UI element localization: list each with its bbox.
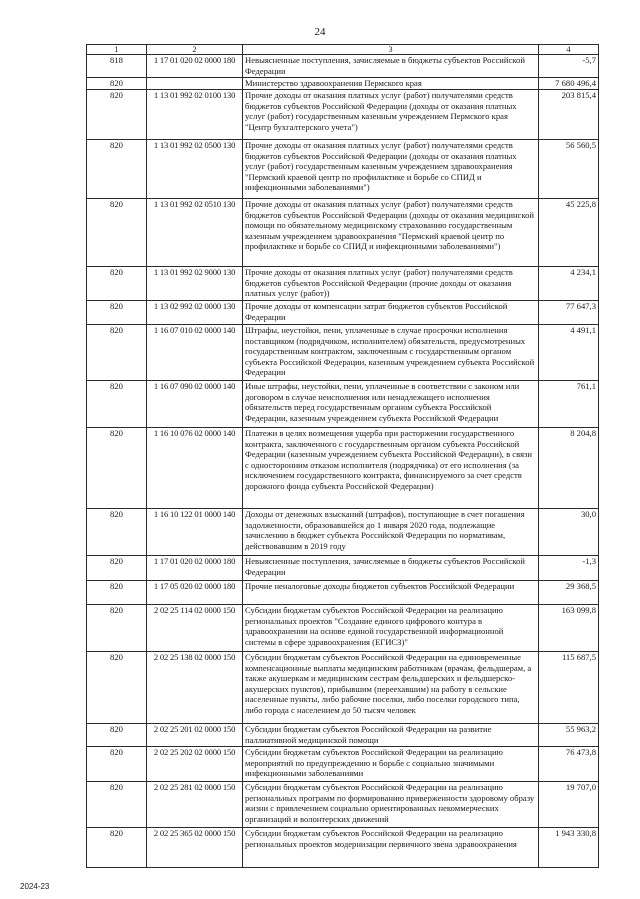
table-row (87, 605, 599, 652)
description-cell: Субсидии бюджетам субъектов Российской Федерации на развитие паллиативной медицинской помощи (243, 724, 539, 747)
budget-code-cell: 1 17 05 020 02 0000 180 (147, 581, 243, 605)
description-cell: Платежи в целях возмещения ущерба при расторжении государственного контракта, заключенного с государственным органом субъекта Российской Федерации (казенным учреждением субъекта Российской Федерации), в связи с односторонним отказом исполнителя (подрядчика) от его исполнения (за исключением государственного контракта, финансируемого за счет средств дорожного фонда субъекта Российской Федерации) (243, 428, 539, 509)
amount-cell: 8 204,8 (539, 428, 599, 509)
amount-cell: 4 491,1 (539, 325, 599, 381)
amount-cell: 56 560,5 (539, 140, 599, 199)
page-number: 24 (314, 26, 326, 38)
admin-code-cell: 820 (87, 428, 147, 509)
column-header-1: 1 (87, 45, 147, 55)
admin-code-cell: 820 (87, 78, 147, 90)
table-row (87, 509, 599, 556)
table-row (87, 556, 599, 581)
amount-cell: 77 647,3 (539, 301, 599, 325)
admin-code-cell: 820 (87, 267, 147, 301)
description-cell: Прочие доходы от оказания платных услуг (работ) получателями средств бюджетов субъектов Российской Федерации (прочие доходы от оказания платных услуг (работ)) (243, 267, 539, 301)
admin-code-cell: 820 (87, 652, 147, 724)
column-header-2: 2 (147, 45, 243, 55)
admin-code-cell: 820 (87, 782, 147, 828)
budget-code-cell: 2 02 25 202 02 0000 150 (147, 747, 243, 782)
revenue-table (86, 44, 599, 868)
admin-code-cell: 820 (87, 381, 147, 428)
budget-code-cell: 1 16 07 090 02 0000 140 (147, 381, 243, 428)
admin-code-cell: 820 (87, 90, 147, 140)
table-row (87, 381, 599, 428)
budget-code-cell: 1 13 01 992 02 0500 130 (147, 140, 243, 199)
table-row (87, 90, 599, 140)
amount-cell: 45 225,8 (539, 199, 599, 267)
table-row (87, 652, 599, 724)
description-cell: Субсидии бюджетам субъектов Российской Федерации на реализацию региональных проектов модернизации первичного звена здравоохранения (243, 828, 539, 868)
description-cell: Прочие доходы от оказания платных услуг (работ) получателями средств бюджетов субъектов Российской Федерации (доходы от оказания платных услуг (работ) государственным казенным учреждением Пермского края "Центр бухгалтерского учета") (243, 90, 539, 140)
budget-code-cell: 2 02 25 281 02 0000 150 (147, 782, 243, 828)
amount-cell: 1 943 330,8 (539, 828, 599, 868)
budget-code-cell: 2 02 25 114 02 0000 150 (147, 605, 243, 652)
amount-cell: 30,0 (539, 509, 599, 556)
table-row (87, 55, 599, 78)
admin-code-cell: 820 (87, 605, 147, 652)
admin-code-cell: 820 (87, 747, 147, 782)
description-cell: Доходы от денежных взысканий (штрафов), поступающие в счет погашения задолженности, образовавшейся до 1 января 2020 года, подлежащие зачислению в бюджет субъекта Российской Федерации по нормативам, действовавшим в 2019 году (243, 509, 539, 556)
budget-code-cell: 2 02 25 138 02 0000 150 (147, 652, 243, 724)
table-row (87, 828, 599, 868)
admin-code-cell: 820 (87, 724, 147, 747)
amount-cell: -5,7 (539, 55, 599, 78)
admin-code-cell: 820 (87, 199, 147, 267)
column-header-4: 4 (539, 45, 599, 55)
table-row (87, 325, 599, 381)
amount-cell: -1,3 (539, 556, 599, 581)
description-cell: Прочие доходы от оказания платных услуг (работ) получателями средств бюджетов субъектов Российской Федерации (доходы от оказания медицинской помощи по обязательному медицинскому страхованию государственным казенным учреждением здравоохранения "Пермский краевой центр по профилактике и борьбе со СПИД и инфекционными заболеваниями") (243, 199, 539, 267)
amount-cell: 19 707,0 (539, 782, 599, 828)
budget-code-cell: 1 13 01 992 02 9000 130 (147, 267, 243, 301)
table-row (87, 782, 599, 828)
description-cell: Министерство здравоохранения Пермского края (243, 78, 539, 90)
table-row (87, 78, 599, 90)
column-header-3: 3 (243, 45, 539, 55)
budget-code-cell: 2 02 25 365 02 0000 150 (147, 828, 243, 868)
table-row (87, 747, 599, 782)
table-row (87, 199, 599, 267)
admin-code-cell: 820 (87, 301, 147, 325)
budget-code-cell: 1 17 01 020 02 0000 180 (147, 55, 243, 78)
amount-cell: 203 815,4 (539, 90, 599, 140)
amount-cell: 4 234,1 (539, 267, 599, 301)
budget-code-cell: 1 16 10 076 02 0000 140 (147, 428, 243, 509)
description-cell: Субсидии бюджетам субъектов Российской Федерации на единовременные компенсационные выплаты медицинским работникам (врачам, фельдшерам, а также акушеркам и медицинским сестрам фельдшерских и фельдшерско-акушерских пунктов), прибывшим (переехавшим) на работу в сельские населенные пункты, либо рабочие поселки, либо поселки городского типа, либо города с населением до 50 тысяч человек (243, 652, 539, 724)
admin-code-cell: 820 (87, 828, 147, 868)
description-cell: Субсидии бюджетам субъектов Российской Федерации на реализацию региональных программ по формированию приверженности здоровому образу жизни с привлечением социально ориентированных некоммерческих организаций и волонтерских движений (243, 782, 539, 828)
amount-cell: 115 687,5 (539, 652, 599, 724)
description-cell: Субсидии бюджетам субъектов Российской Федерации на реализацию мероприятий по предупреждению и борьбе с социально значимыми инфекционными заболеваниями (243, 747, 539, 782)
admin-code-cell: 820 (87, 581, 147, 605)
table-row (87, 267, 599, 301)
description-cell: Прочие доходы от компенсации затрат бюджетов субъектов Российской Федерации (243, 301, 539, 325)
document-footer-code: 2024-23 (20, 882, 50, 891)
budget-code-cell: 1 13 02 992 02 0000 130 (147, 301, 243, 325)
budget-code-cell: 1 16 07 010 02 0000 140 (147, 325, 243, 381)
description-cell: Прочие неналоговые доходы бюджетов субъектов Российской Федерации (243, 581, 539, 605)
budget-code-cell: 1 13 01 992 02 0100 130 (147, 90, 243, 140)
budget-code-cell: 1 13 01 992 02 0510 130 (147, 199, 243, 267)
budget-code-cell: 1 16 10 122 01 0000 140 (147, 509, 243, 556)
amount-cell: 76 473,8 (539, 747, 599, 782)
table-row (87, 724, 599, 747)
description-cell: Прочие доходы от оказания платных услуг (работ) получателями средств бюджетов субъектов Российской Федерации (доходы от оказания платных услуг (работ) государственным казенным учреждением здравоохранения "Пермский краевой центр по профилактике и борьбе со СПИД и инфекционными заболеваниями") (243, 140, 539, 199)
admin-code-cell: 820 (87, 509, 147, 556)
budget-code-cell: 1 17 01 020 02 0000 180 (147, 556, 243, 581)
description-cell: Субсидии бюджетам субъектов Российской Федерации на реализацию региональных проектов "Создание единого цифрового контура в здравоохранении на основе единой государственной информационной системы в сфере здравоохранения (ЕГИСЗ)" (243, 605, 539, 652)
description-cell: Штрафы, неустойки, пени, уплаченные в случае просрочки исполнения поставщиком (подрядчиком, исполнителем) обязательств, предусмотренных государственным контрактом, заключенным с государственным органом субъекта Российской Федерации, казенным учреждением субъекта Российской Федерации (243, 325, 539, 381)
table-row (87, 301, 599, 325)
admin-code-cell: 820 (87, 325, 147, 381)
amount-cell: 163 099,8 (539, 605, 599, 652)
amount-cell: 7 680 496,4 (539, 78, 599, 90)
admin-code-cell: 820 (87, 556, 147, 581)
description-cell: Невыясненные поступления, зачисляемые в бюджеты субъектов Российской Федерации (243, 55, 539, 78)
budget-code-cell: 2 02 25 201 02 0000 150 (147, 724, 243, 747)
amount-cell: 55 963,2 (539, 724, 599, 747)
amount-cell: 29 368,5 (539, 581, 599, 605)
admin-code-cell: 818 (87, 55, 147, 78)
admin-code-cell: 820 (87, 140, 147, 199)
description-cell: Невыясненные поступления, зачисляемые в бюджеты субъектов Российской Федерации (243, 556, 539, 581)
table-header-row (87, 45, 599, 55)
table-row (87, 581, 599, 605)
amount-cell: 761,1 (539, 381, 599, 428)
table-row (87, 140, 599, 199)
budget-code-cell (147, 78, 243, 90)
description-cell: Иные штрафы, неустойки, пени, уплаченные в соответствии с законом или договором в случае неисполнения или ненадлежащего исполнения обязательств перед государственным органом субъекта Российской Федерации, казенным учреждением субъекта Российской Федерации (243, 381, 539, 428)
table-row (87, 428, 599, 509)
